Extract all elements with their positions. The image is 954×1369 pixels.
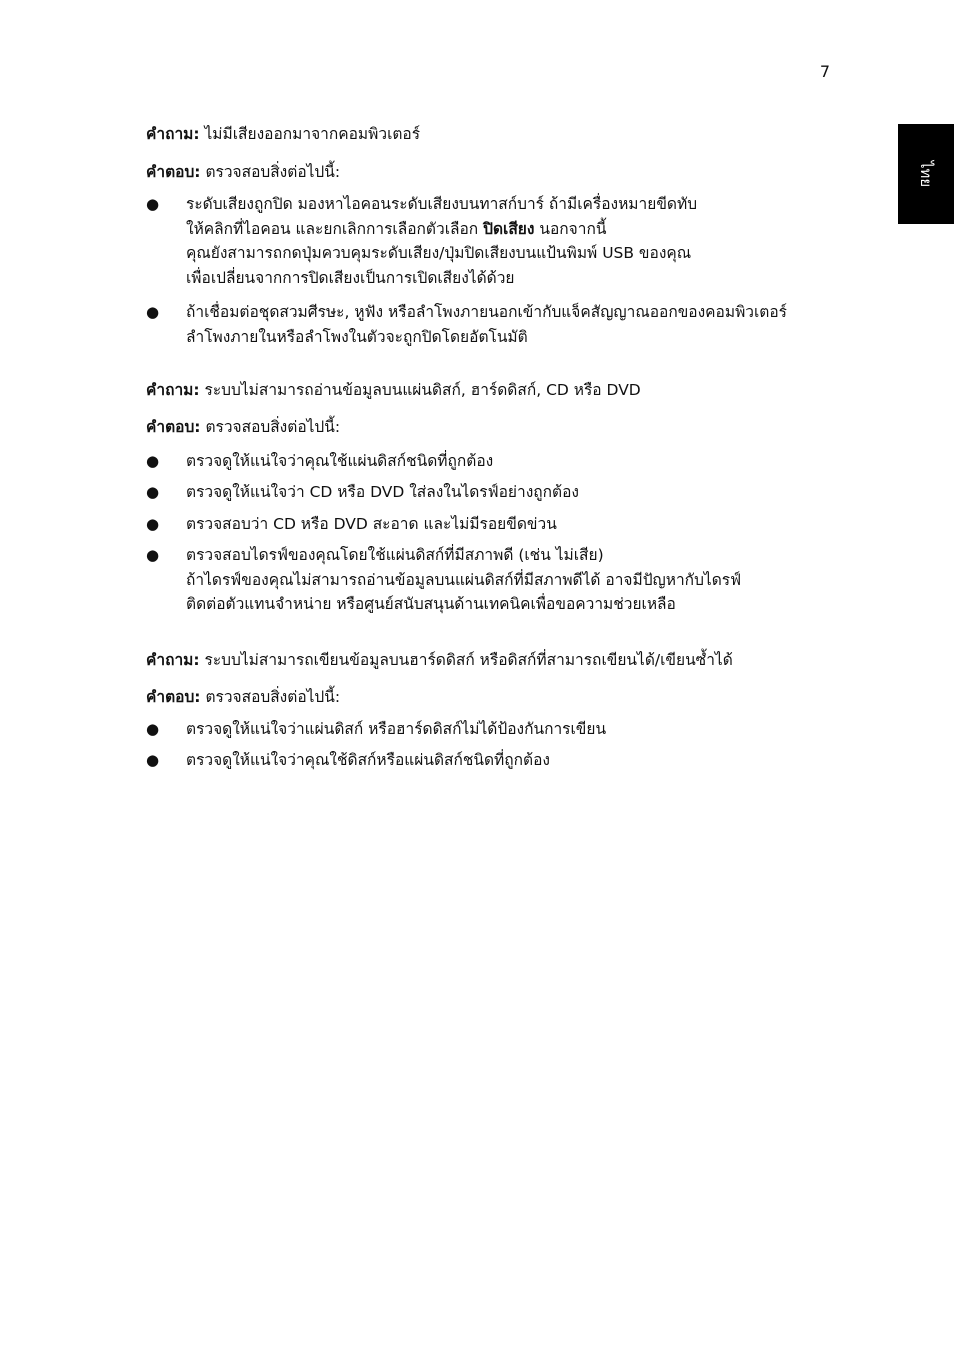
answer-label: คำตอบ: — [146, 163, 201, 181]
question-label: คำถาม: — [146, 125, 200, 143]
list-item-line: เพื่อเปลี่ยนจากการปิดเสียงเป็นการเปิดเสียงได้ด้วย — [186, 268, 515, 287]
answer-label: คำตอบ: — [146, 688, 201, 706]
list-item-text — [186, 748, 846, 773]
list-item-line: ตรวจดูให้แน่ใจว่า CD หรือ DVD ใส่ลงในไดรฟ์อย่างถูกต้อง — [186, 483, 579, 501]
list-item — [146, 449, 846, 475]
bullet-icon: ● — [146, 303, 160, 321]
question-label: คำถาม: — [146, 381, 200, 399]
question-label: คำถาม: — [146, 651, 200, 669]
list-item — [146, 480, 846, 506]
bullet-icon: ● — [146, 515, 160, 533]
list-item — [146, 300, 846, 350]
question-text: ระบบไม่สามารถเขียนข้อมูลบนฮาร์ดดิสก์ หรือดิสก์ที่สามารถเขียนได้/เขียนซ้ำได้ — [204, 651, 733, 669]
list-item — [146, 543, 846, 619]
list-item — [146, 748, 846, 774]
bullet-icon: ● — [146, 751, 160, 769]
list-item-text — [186, 717, 846, 742]
list-item-line: ตรวจดูให้แน่ใจว่าแผ่นดิสก์ หรือฮาร์ดดิสก์ไม่ได้ป้องกันการเขียน — [186, 720, 607, 738]
bullet-icon: ● — [146, 483, 160, 501]
list-item-line: ถ้าเชื่อมต่อชุดสวมศีรษะ, หูฟัง หรือลำโพงภายนอกเข้ากับแจ็คสัญญาณออกของคอมพิวเตอร์ — [186, 303, 787, 321]
answer-label: คำตอบ: — [146, 418, 201, 436]
list-item-text — [186, 449, 846, 474]
list-item-line: ตรวจสอบว่า CD หรือ DVD สะอาด และไม่มีรอยขีดข่วน — [186, 515, 557, 533]
answer-line — [146, 685, 846, 709]
bullet-icon: ● — [146, 452, 160, 470]
question-text: ระบบไม่สามารถอ่านข้อมูลบนแผ่นดิสก์, ฮาร์ดดิสก์, CD หรือ DVD — [204, 381, 641, 399]
list-item — [146, 512, 846, 538]
list-item-line: ถ้าไดรฟ์ของคุณไม่สามารถอ่านข้อมูลบนแผ่นดิสก์ที่มีสภาพดีได้ อาจมีปัญหากับไดรฟ์ — [186, 570, 742, 589]
list-item-line: ติดต่อตัวแทนจำหน่าย หรือศูนย์สนับสนุนด้านเทคนิคเพื่อขอความช่วยเหลือ — [186, 595, 676, 613]
question-line — [146, 378, 846, 402]
language-tab-label: ไทย — [917, 160, 935, 188]
list-item-text — [186, 543, 846, 617]
list-item-text — [186, 512, 846, 537]
language-tab — [898, 124, 954, 224]
answer-text: ตรวจสอบสิ่งต่อไปนี้: — [205, 163, 341, 181]
list-item — [146, 717, 846, 743]
answer-text: ตรวจสอบสิ่งต่อไปนี้: — [205, 418, 341, 436]
bullet-icon: ● — [146, 546, 160, 564]
list-item — [146, 192, 846, 292]
question-line — [146, 648, 846, 672]
question-text: ไม่มีเสียงออกมาจากคอมพิวเตอร์ — [204, 125, 421, 143]
answer-line — [146, 160, 846, 184]
list-item-line: ลำโพงภายในหรือลำโพงในตัวจะถูกปิดโดยอัตโนมัติ — [186, 327, 528, 346]
bullet-icon: ● — [146, 720, 160, 738]
list-item-line: ให้คลิกที่ไอคอน และยกเลิกการเลือกตัวเลือก ปิดเสียง นอกจากนี้ — [186, 219, 607, 238]
list-item-line: ตรวจสอบไดรฟ์ของคุณโดยใช้แผ่นดิสก์ที่มีสภาพดี (เช่น ไม่เสีย) — [186, 546, 604, 564]
list-item-line: ระดับเสียงถูกปิด มองหาไอคอนระดับเสียงบนทาสก์บาร์ ถ้ามีเครื่องหมายขีดทับ — [186, 195, 698, 213]
page-number: 7 — [819, 62, 830, 81]
list-item-line: ตรวจดูให้แน่ใจว่าคุณใช้แผ่นดิสก์ชนิดที่ถูกต้อง — [186, 452, 494, 470]
question-line — [146, 122, 846, 146]
list-item-line: คุณยังสามารถกดปุ่มควบคุมระดับเสียง/ปุ่มปิดเสียงบนแป้นพิมพ์ USB ของคุณ — [186, 244, 692, 262]
list-item-text — [186, 480, 846, 505]
answer-text: ตรวจสอบสิ่งต่อไปนี้: — [205, 688, 341, 706]
list-item-text — [186, 192, 846, 290]
bold-term: ปิดเสียง — [483, 219, 535, 238]
answer-line — [146, 415, 846, 439]
bullet-icon: ● — [146, 195, 160, 213]
list-item-line: ตรวจดูให้แน่ใจว่าคุณใช้ดิสก์หรือแผ่นดิสก์ชนิดที่ถูกต้อง — [186, 751, 550, 769]
list-item-text — [186, 300, 846, 349]
